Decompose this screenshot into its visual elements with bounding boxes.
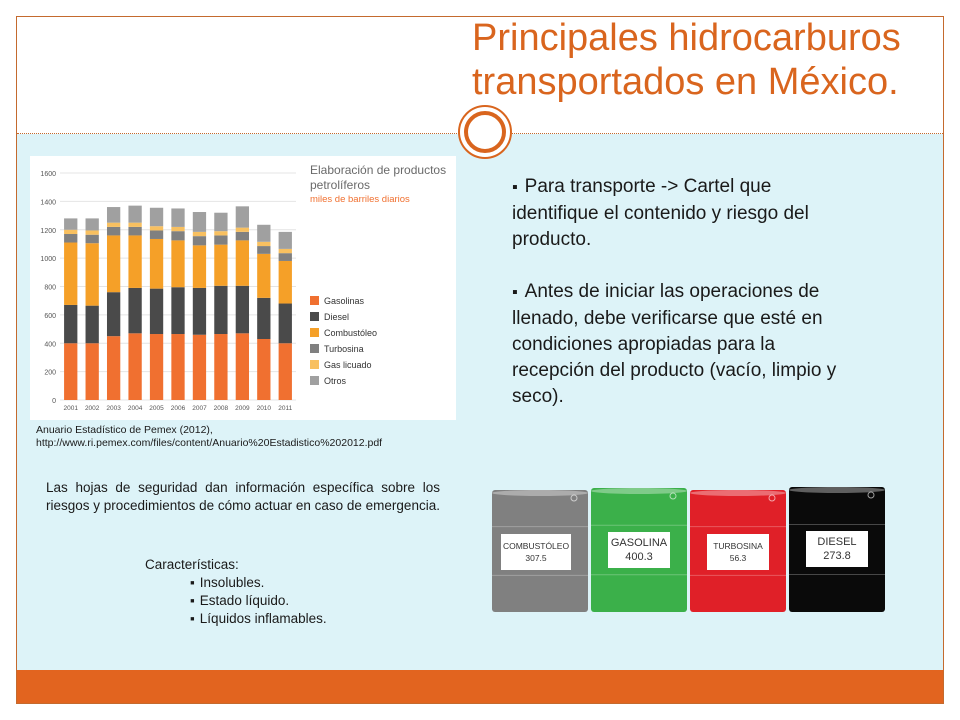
y-tick-label: 200 — [44, 369, 56, 377]
barrel-value: 56.3 — [729, 553, 747, 563]
bar-segment — [257, 242, 270, 246]
x-tick-label: 2003 — [106, 405, 121, 412]
bar-segment — [279, 253, 292, 261]
barrel-name: TURBOSINA — [713, 541, 763, 551]
bar-segment — [257, 246, 270, 254]
barrel — [690, 490, 786, 612]
legend-swatch — [310, 360, 319, 369]
x-tick-label: 2005 — [149, 405, 164, 412]
caption-source: Anuario Estadístico de Pemex (2012), — [36, 424, 213, 436]
chart-title-2: petrolíferos — [310, 178, 371, 192]
caption-url: http://www.ri.pemex.com/files/content/Anuario%20Estadistico%202012.pdf — [36, 437, 383, 449]
barrel-value: 273.8 — [823, 550, 851, 562]
bar-segment — [150, 208, 163, 226]
bar-segment — [214, 213, 227, 231]
legend-swatch — [310, 376, 319, 385]
circle-ornament-icon — [457, 104, 513, 160]
bar-segment — [64, 230, 77, 234]
bar-segment — [236, 240, 249, 285]
chart-title: Elaboración de productos — [310, 163, 447, 177]
bar-segment — [171, 287, 184, 334]
chart-panel — [30, 156, 456, 420]
bar-segment — [236, 286, 249, 334]
bar-segment — [193, 232, 206, 236]
bar-segment — [257, 339, 270, 400]
bar-segment — [128, 288, 141, 333]
y-tick-label: 1400 — [40, 199, 56, 207]
y-tick-label: 1600 — [40, 171, 56, 178]
bar-segment — [193, 335, 206, 400]
legend-label: Turbosina — [324, 344, 364, 354]
barrel-name: COMBUSTÓLEO — [502, 541, 570, 551]
legend-label: Gas licuado — [324, 360, 372, 370]
y-tick-label: 0 — [52, 398, 56, 405]
legend-label: Gasolinas — [324, 296, 365, 306]
x-tick-label: 2004 — [127, 405, 143, 412]
bar-segment — [128, 227, 141, 236]
bar-segment — [236, 333, 249, 400]
barrel — [591, 488, 687, 612]
bar-segment — [86, 230, 99, 234]
bar-segment — [214, 235, 227, 244]
barrel-name: DIESEL — [817, 536, 857, 548]
bar-segment — [86, 218, 99, 230]
bar-segment — [150, 226, 163, 230]
barrels-illustration — [490, 484, 890, 624]
x-tick-label: 2007 — [192, 405, 207, 412]
bar-segment — [171, 334, 184, 400]
characteristics-list — [190, 574, 327, 628]
chart-subtitle: miles de barriles diarios — [310, 194, 410, 205]
bar-segment — [279, 261, 292, 304]
bar-segment — [128, 206, 141, 223]
barrel-value: 400.3 — [625, 551, 653, 563]
bar-segment — [236, 206, 249, 227]
legend-label: Otros — [324, 376, 347, 386]
bar-segment — [150, 289, 163, 334]
bullet-item: ▪ Antes de iniciar las operaciones de llenado, debe verificarse que esté en condiciones apropiadas para la recepción del producto (vacío, limpio y seco). — [512, 279, 852, 410]
bar-segment — [64, 243, 77, 305]
bar-segment — [279, 249, 292, 253]
bar-segment — [150, 334, 163, 400]
legend-swatch — [310, 344, 319, 353]
barrel-label-box — [707, 534, 769, 570]
bar-segment — [86, 306, 99, 344]
x-tick-label: 2011 — [278, 405, 293, 412]
transport-bullets — [512, 174, 852, 436]
bar-segment — [279, 304, 292, 344]
barrel-label-box — [501, 534, 571, 570]
barrel — [789, 487, 885, 612]
bar-segment — [128, 223, 141, 227]
bottom-bar — [17, 670, 943, 703]
bar-segment — [107, 227, 120, 236]
bar-segment — [107, 207, 120, 223]
characteristic-item: ▪ Estado líquido. — [190, 592, 327, 610]
bar-segment — [214, 245, 227, 286]
bar-segment — [86, 235, 99, 244]
y-tick-label: 400 — [44, 341, 56, 349]
bar-segment — [193, 212, 206, 232]
bar-segment — [236, 232, 249, 241]
chart-caption — [36, 424, 466, 450]
bar-segment — [107, 223, 120, 227]
bar-segment — [257, 298, 270, 339]
slide-title — [472, 16, 942, 104]
bar-segment — [214, 231, 227, 235]
bar-segment — [171, 208, 184, 226]
barrel — [492, 490, 588, 612]
title-line-2: transportados en México. — [472, 61, 899, 103]
characteristic-item: ▪ Insolubles. — [190, 574, 327, 592]
legend-swatch — [310, 296, 319, 305]
bullet-item: ▪ Para transporte -> Cartel que identifique el contenido y riesgo del producto. — [512, 174, 852, 253]
safety-paragraph: Las hojas de seguridad dan información específica sobre los riesgos y procedimientos de cómo actuar en caso de emergencia. — [46, 480, 440, 513]
bar-segment — [214, 334, 227, 400]
bar-segment — [128, 333, 141, 400]
legend-swatch — [310, 328, 319, 337]
characteristics-title: Características: — [145, 557, 239, 572]
x-tick-label: 2010 — [256, 405, 272, 412]
bar-segment — [171, 231, 184, 240]
y-tick-label: 800 — [44, 284, 56, 292]
bar-segment — [193, 245, 206, 288]
bar-segment — [86, 243, 99, 305]
bar-segment — [64, 234, 77, 243]
bar-segment — [257, 225, 270, 242]
bar-segment — [86, 343, 99, 400]
bar-segment — [64, 343, 77, 400]
barrel-name: GASOLINA — [610, 537, 668, 549]
characteristic-item: ▪ Líquidos inflamables. — [190, 610, 327, 628]
title-line-1: Principales hidrocarburos — [472, 17, 901, 59]
bar-segment — [128, 235, 141, 287]
bar-segment — [107, 292, 120, 336]
bar-segment — [236, 228, 249, 232]
x-tick-label: 2002 — [84, 405, 100, 412]
x-tick-label: 2009 — [235, 405, 250, 412]
bar-segment — [279, 343, 292, 400]
bar-segment — [257, 254, 270, 298]
bar-segment — [64, 305, 77, 343]
x-tick-label: 2001 — [63, 405, 78, 412]
y-tick-label: 600 — [44, 312, 56, 320]
y-tick-label: 1200 — [40, 227, 56, 235]
bar-segment — [150, 239, 163, 289]
y-tick-label: 1000 — [40, 256, 56, 264]
bar-segment — [150, 230, 163, 239]
x-tick-label: 2008 — [213, 405, 229, 412]
bar-segment — [107, 336, 120, 400]
bar-segment — [64, 218, 77, 229]
bar-segment — [107, 235, 120, 292]
legend-swatch — [310, 312, 319, 321]
bar-segment — [193, 236, 206, 245]
legend-label: Combustóleo — [324, 328, 378, 338]
bar-segment — [214, 286, 227, 334]
legend-label: Diesel — [324, 312, 350, 322]
bar-segment — [279, 232, 292, 249]
bar-segment — [193, 288, 206, 335]
barrel-value: 307.5 — [525, 553, 547, 563]
bar-segment — [171, 227, 184, 231]
x-tick-label: 2006 — [170, 405, 186, 412]
stacked-bar-chart — [30, 156, 456, 420]
bar-segment — [171, 240, 184, 287]
